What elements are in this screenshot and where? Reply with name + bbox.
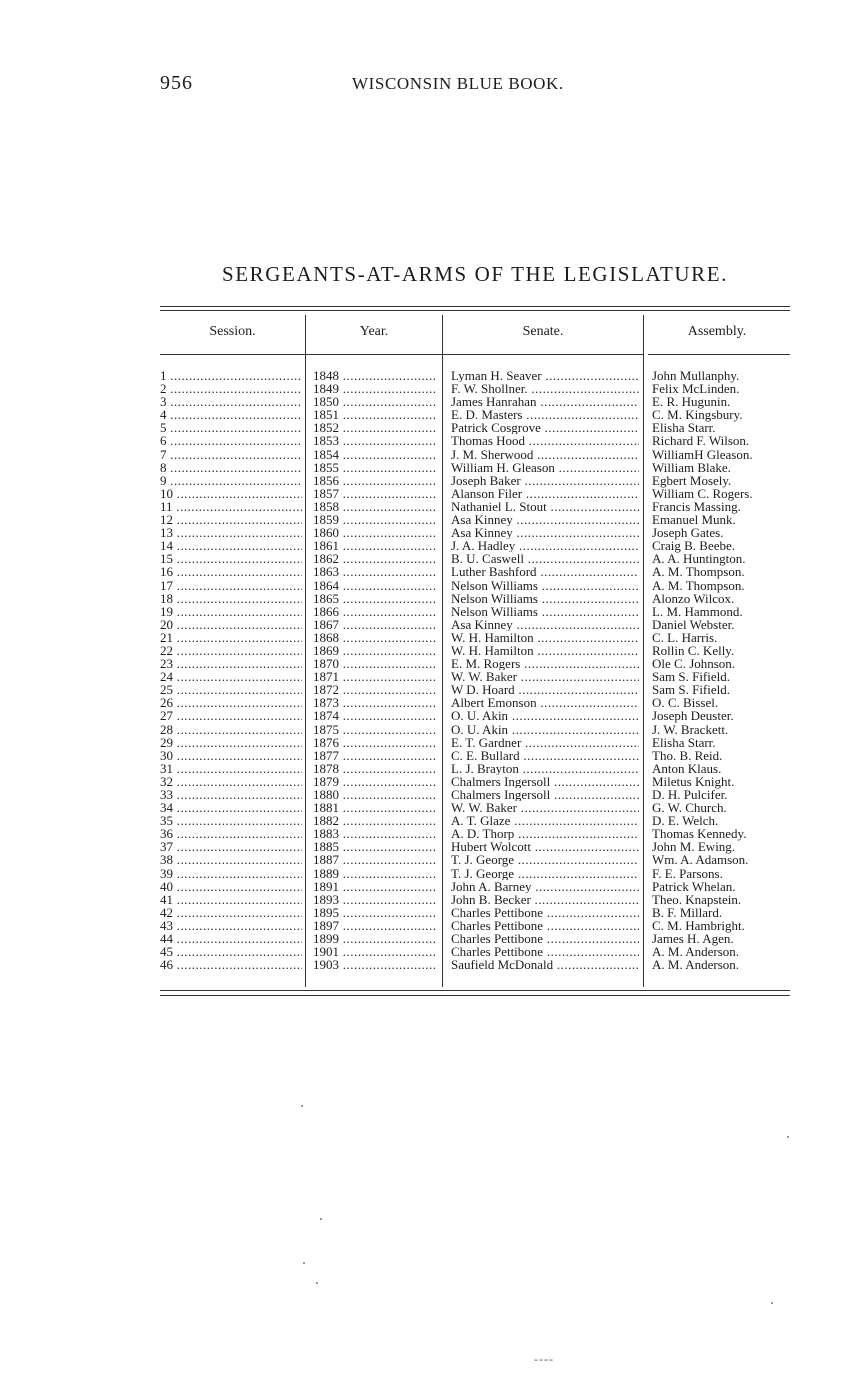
cell-year: 1866 ..... — [313, 605, 437, 618]
cell-senate: J. M. Sherwood ..... — [451, 448, 639, 461]
cell-senate: W D. Hoard ..... — [451, 683, 639, 696]
cell-session: 35 ..... — [160, 814, 302, 827]
cell-senate: Nelson Williams ..... — [451, 605, 639, 618]
cell-year: 1858 ..... — [313, 500, 437, 513]
table-row — [0, 605, 859, 618]
cell-year: 1856 ..... — [313, 474, 437, 487]
cell-session: 21 ..... — [160, 631, 302, 644]
cell-senate: Charles Pettibone ..... — [451, 919, 639, 932]
cell-senate: James Hanrahan ..... — [451, 395, 639, 408]
cell-assembly: Joseph Deuster. — [652, 708, 734, 724]
cell-senate: C. E. Bullard ..... — [451, 749, 639, 762]
cell-session: 37 ..... — [160, 840, 302, 853]
cell-senate: Luther Bashford ..... — [451, 565, 639, 578]
cell-year: 1874 ..... — [313, 709, 437, 722]
cell-session: 24 ..... — [160, 670, 302, 683]
cell-year: 1863 ..... — [313, 565, 437, 578]
cell-senate: E. D. Masters ..... — [451, 408, 639, 421]
table-row — [0, 408, 859, 421]
table-row — [0, 382, 859, 395]
cell-year: 1859 ..... — [313, 513, 437, 526]
cell-session: 14 ..... — [160, 539, 302, 552]
table-row — [0, 579, 859, 592]
cell-year: 1854 ..... — [313, 448, 437, 461]
top-rule-outer — [160, 306, 790, 307]
cell-senate: Charles Pettibone ..... — [451, 932, 639, 945]
head-rule-year — [306, 354, 442, 355]
cell-assembly: Sam S. Fifield. — [652, 669, 731, 685]
table-row — [0, 434, 859, 447]
cell-year: 1885 ..... — [313, 840, 437, 853]
cell-assembly: A. M. Anderson. — [652, 944, 740, 960]
cell-senate: T. J. George ..... — [451, 867, 639, 880]
cell-session: 9 ..... — [160, 474, 302, 487]
cell-year: 1882 ..... — [313, 814, 437, 827]
cell-session: 41 ..... — [160, 893, 302, 906]
cell-assembly: Elisha Starr. — [652, 734, 716, 750]
cell-assembly: F. E. Parsons. — [652, 865, 723, 881]
table-row — [0, 762, 859, 775]
cell-assembly: Rollin C. Kelly. — [652, 642, 735, 658]
table-row — [0, 880, 859, 893]
cell-assembly: Egbert Mosely. — [652, 472, 732, 488]
cell-year: 1848 ..... — [313, 369, 437, 382]
cell-year: 1871 ..... — [313, 670, 437, 683]
table-row — [0, 736, 859, 749]
cell-session: 8 ..... — [160, 461, 302, 474]
table-row — [0, 749, 859, 762]
cell-year: 1903 ..... — [313, 958, 437, 971]
table-row — [0, 906, 859, 919]
table-row — [0, 474, 859, 487]
cell-senate: B. U. Caswell ..... — [451, 552, 639, 565]
cell-senate: Thomas Hood ..... — [451, 434, 639, 447]
table-row — [0, 670, 859, 683]
cell-session: 36 ..... — [160, 827, 302, 840]
cell-session: 25 ..... — [160, 683, 302, 696]
cell-year: 1875 ..... — [313, 723, 437, 736]
cell-session: 3 ..... — [160, 395, 302, 408]
cell-year: 1865 ..... — [313, 592, 437, 605]
cell-session: 40 ..... — [160, 880, 302, 893]
table-row — [0, 775, 859, 788]
cell-assembly: Thomas Kennedy. — [652, 826, 747, 842]
cell-session: 29 ..... — [160, 736, 302, 749]
cell-senate: L. J. Brayton ..... — [451, 762, 639, 775]
cell-session: 16 ..... — [160, 565, 302, 578]
cell-session: 38 ..... — [160, 853, 302, 866]
cell-year: 1879 ..... — [313, 775, 437, 788]
cell-senate: Nelson Williams ..... — [451, 592, 639, 605]
cell-year: 1864 ..... — [313, 579, 437, 592]
cell-year: 1889 ..... — [313, 867, 437, 880]
cell-senate: T. J. George ..... — [451, 853, 639, 866]
cell-assembly: C. L. Harris. — [652, 629, 718, 645]
cell-senate: Albert Emonson ..... — [451, 696, 639, 709]
cell-session: 22 ..... — [160, 644, 302, 657]
table-body — [0, 369, 859, 971]
cell-assembly: Sam S. Fifield. — [652, 682, 731, 698]
cell-assembly: A. M. Thompson. — [652, 577, 745, 593]
cell-senate: O. U. Akin ..... — [451, 709, 639, 722]
cell-senate: Saufield McDonald ..... — [451, 958, 639, 971]
cell-senate: A. T. Glaze ..... — [451, 814, 639, 827]
cell-year: 1857 ..... — [313, 487, 437, 500]
table-row — [0, 788, 859, 801]
cell-year: 1876 ..... — [313, 736, 437, 749]
cell-session: 30 ..... — [160, 749, 302, 762]
cell-senate: Alanson Filer ..... — [451, 487, 639, 500]
cell-session: 11 ..... — [160, 500, 302, 513]
cell-assembly: C. M. Kingsbury. — [652, 407, 743, 423]
cell-assembly: D. E. Welch. — [652, 813, 719, 829]
page-number: 956 — [160, 72, 193, 94]
cell-session: 28 ..... — [160, 723, 302, 736]
cell-year: 1860 ..... — [313, 526, 437, 539]
cell-year: 1899 ..... — [313, 932, 437, 945]
cell-senate: Lyman H. Seaver ..... — [451, 369, 639, 382]
cell-senate: Chalmers Ingersoll ..... — [451, 775, 639, 788]
cell-assembly: Joseph Gates. — [652, 525, 724, 541]
table-row — [0, 487, 859, 500]
cell-assembly: Elisha Starr. — [652, 420, 716, 436]
cell-year: 1873 ..... — [313, 696, 437, 709]
cell-year: 1851 ..... — [313, 408, 437, 421]
cell-senate: Charles Pettibone ..... — [451, 945, 639, 958]
cell-senate: E. T. Gardner ..... — [451, 736, 639, 749]
running-head: WISCONSIN BLUE BOOK. — [352, 74, 564, 93]
bottom-rule-upper — [160, 990, 790, 991]
column-head-year: Year. — [359, 324, 389, 339]
cell-assembly: D. H. Pulcifer. — [652, 787, 728, 802]
cell-assembly: G. W. Church. — [652, 800, 727, 816]
cell-year: 1878 ..... — [313, 762, 437, 775]
page-speck — [303, 1262, 305, 1264]
cell-session: 34 ..... — [160, 801, 302, 814]
cell-session: 39 ..... — [160, 867, 302, 880]
bottom-rule-lower — [160, 995, 790, 996]
page-speck — [316, 1282, 318, 1284]
page-speck — [771, 1302, 773, 1304]
table-row — [0, 958, 859, 971]
cell-assembly: WilliamH Gleason. — [652, 446, 753, 462]
cell-assembly: A. M. Thompson. — [652, 564, 745, 580]
cell-assembly: Patrick Whelan. — [652, 878, 736, 894]
cell-assembly: Felix McLinden. — [652, 381, 740, 397]
cell-senate: Joseph Baker ..... — [451, 474, 639, 487]
cell-session: 31 ..... — [160, 762, 302, 775]
cell-session: 43 ..... — [160, 919, 302, 932]
footer-mark: ---- — [534, 1352, 554, 1366]
cell-year: 1891 ..... — [313, 880, 437, 893]
cell-session: 44 ..... — [160, 932, 302, 945]
cell-session: 12 ..... — [160, 513, 302, 526]
cell-senate: E. M. Rogers ..... — [451, 657, 639, 670]
cell-session: 5 ..... — [160, 421, 302, 434]
cell-senate: William H. Gleason ..... — [451, 461, 639, 474]
cell-session: 18 ..... — [160, 592, 302, 605]
cell-assembly: Anton Klaus. — [652, 760, 722, 776]
cell-senate: Patrick Cosgrove ..... — [451, 421, 639, 434]
table-title: SERGEANTS-AT-ARMS OF THE LEGISLATURE. — [221, 262, 729, 286]
cell-senate: W. W. Baker ..... — [451, 801, 639, 814]
cell-session: 32 ..... — [160, 775, 302, 788]
cell-assembly: A. M. Anderson. — [652, 957, 740, 973]
cell-senate: Nathaniel L. Stout ..... — [451, 500, 639, 513]
cell-year: 1893 ..... — [313, 893, 437, 906]
table-row — [0, 631, 859, 644]
page-speck — [301, 1105, 303, 1107]
cell-assembly: B. F. Millard. — [652, 904, 723, 920]
table-row — [0, 683, 859, 696]
table-row — [0, 723, 859, 736]
page-speck — [787, 1136, 789, 1138]
table-row — [0, 448, 859, 461]
table-row — [0, 867, 859, 880]
cell-assembly: Daniel Webster. — [652, 616, 735, 632]
cell-session: 33 ..... — [160, 788, 302, 801]
cell-assembly: C. M. Hambright. — [652, 917, 745, 933]
cell-assembly: James H. Agen. — [652, 931, 734, 947]
cell-assembly: O. C. Bissel. — [652, 695, 719, 711]
cell-assembly: Francis Massing. — [652, 498, 741, 514]
cell-session: 1 ..... — [160, 369, 302, 382]
cell-session: 4 ..... — [160, 408, 302, 421]
cell-year: 1869 ..... — [313, 644, 437, 657]
cell-assembly: L. M. Hammond. — [652, 603, 743, 619]
column-head-session: Session. — [209, 324, 256, 339]
table-row — [0, 565, 859, 578]
cell-year: 1877 ..... — [313, 749, 437, 762]
table-row — [0, 618, 859, 631]
cell-year: 1853 ..... — [313, 434, 437, 447]
cell-year: 1855 ..... — [313, 461, 437, 474]
cell-senate: W. H. Hamilton ..... — [451, 644, 639, 657]
cell-session: 20 ..... — [160, 618, 302, 631]
cell-senate: O. U. Akin ..... — [451, 723, 639, 736]
cell-assembly: A. A. Huntington. — [652, 551, 746, 567]
cell-session: 10 ..... — [160, 487, 302, 500]
cell-year: 1883 ..... — [313, 827, 437, 840]
cell-session: 23 ..... — [160, 657, 302, 670]
table-row — [0, 853, 859, 866]
cell-senate: Nelson Williams ..... — [451, 579, 639, 592]
cell-session: 46 ..... — [160, 958, 302, 971]
cell-session: 27 ..... — [160, 709, 302, 722]
cell-session: 17 ..... — [160, 579, 302, 592]
column-head-assembly: Assembly. — [687, 324, 747, 339]
cell-assembly: John Mullanphy. — [652, 368, 740, 383]
table-row — [0, 893, 859, 906]
cell-session: 2 ..... — [160, 382, 302, 395]
cell-senate: W. H. Hamilton ..... — [451, 631, 639, 644]
cell-assembly: Alonzo Wilcox. — [652, 590, 735, 606]
cell-senate: Asa Kinney ..... — [451, 526, 639, 539]
cell-assembly: Wm. A. Adamson. — [652, 852, 749, 868]
table-row — [0, 801, 859, 814]
cell-year: 1872 ..... — [313, 683, 437, 696]
cell-assembly: John M. Ewing. — [652, 839, 736, 855]
cell-senate: Charles Pettibone ..... — [451, 906, 639, 919]
cell-year: 1861 ..... — [313, 539, 437, 552]
cell-senate: Hubert Wolcott ..... — [451, 840, 639, 853]
table-row — [0, 592, 859, 605]
cell-assembly: Miletus Knight. — [652, 773, 735, 789]
cell-senate: Chalmers Ingersoll ..... — [451, 788, 639, 801]
cell-assembly: William C. Rogers. — [652, 485, 753, 501]
cell-year: 1862 ..... — [313, 552, 437, 565]
cell-senate: John B. Becker ..... — [451, 893, 639, 906]
cell-session: 45 ..... — [160, 945, 302, 958]
cell-year: 1901 ..... — [313, 945, 437, 958]
cell-session: 7 ..... — [160, 448, 302, 461]
cell-assembly: Richard F. Wilson. — [652, 433, 750, 449]
cell-year: 1895 ..... — [313, 906, 437, 919]
cell-assembly: Theo. Knapstein. — [652, 891, 742, 907]
cell-session: 13 ..... — [160, 526, 302, 539]
cell-year: 1850 ..... — [313, 395, 437, 408]
cell-assembly: Emanuel Munk. — [652, 512, 736, 528]
cell-year: 1897 ..... — [313, 919, 437, 932]
column-head-senate: Senate. — [522, 324, 564, 339]
cell-session: 6 ..... — [160, 434, 302, 447]
cell-assembly: William Blake. — [652, 459, 731, 475]
cell-year: 1880 ..... — [313, 788, 437, 801]
page-speck — [320, 1218, 322, 1220]
cell-senate: Asa Kinney ..... — [451, 618, 639, 631]
top-rule-inner — [160, 310, 790, 311]
cell-year: 1849 ..... — [313, 382, 437, 395]
cell-year: 1870 ..... — [313, 657, 437, 670]
cell-year: 1881 ..... — [313, 801, 437, 814]
cell-year: 1868 ..... — [313, 631, 437, 644]
cell-senate: W. W. Baker ..... — [451, 670, 639, 683]
cell-session: 15 ..... — [160, 552, 302, 565]
cell-year: 1887 ..... — [313, 853, 437, 866]
cell-session: 19 ..... — [160, 605, 302, 618]
cell-session: 26 ..... — [160, 696, 302, 709]
cell-senate: A. D. Thorp ..... — [451, 827, 639, 840]
table-row — [0, 657, 859, 670]
table-row — [0, 461, 859, 474]
table-row — [0, 709, 859, 722]
cell-year: 1852 ..... — [313, 421, 437, 434]
cell-session: 42 ..... — [160, 906, 302, 919]
cell-senate: John A. Barney ..... — [451, 880, 639, 893]
head-rule-session — [160, 354, 305, 355]
head-rule-assembly — [648, 354, 790, 355]
table-row — [0, 513, 859, 526]
cell-assembly: J. W. Brackett. — [652, 721, 729, 737]
head-rule-senate — [443, 354, 643, 355]
cell-year: 1867 ..... — [313, 618, 437, 631]
cell-assembly: E. R. Hugunin. — [652, 394, 731, 410]
cell-senate: F. W. Shollner. ..... — [451, 382, 639, 395]
cell-senate: J. A. Hadley ..... — [451, 539, 639, 552]
cell-assembly: Ole C. Johnson. — [652, 656, 736, 672]
cell-assembly: Craig B. Beebe. — [652, 538, 736, 554]
cell-assembly: Tho. B. Reid. — [652, 747, 723, 763]
cell-senate: Asa Kinney ..... — [451, 513, 639, 526]
